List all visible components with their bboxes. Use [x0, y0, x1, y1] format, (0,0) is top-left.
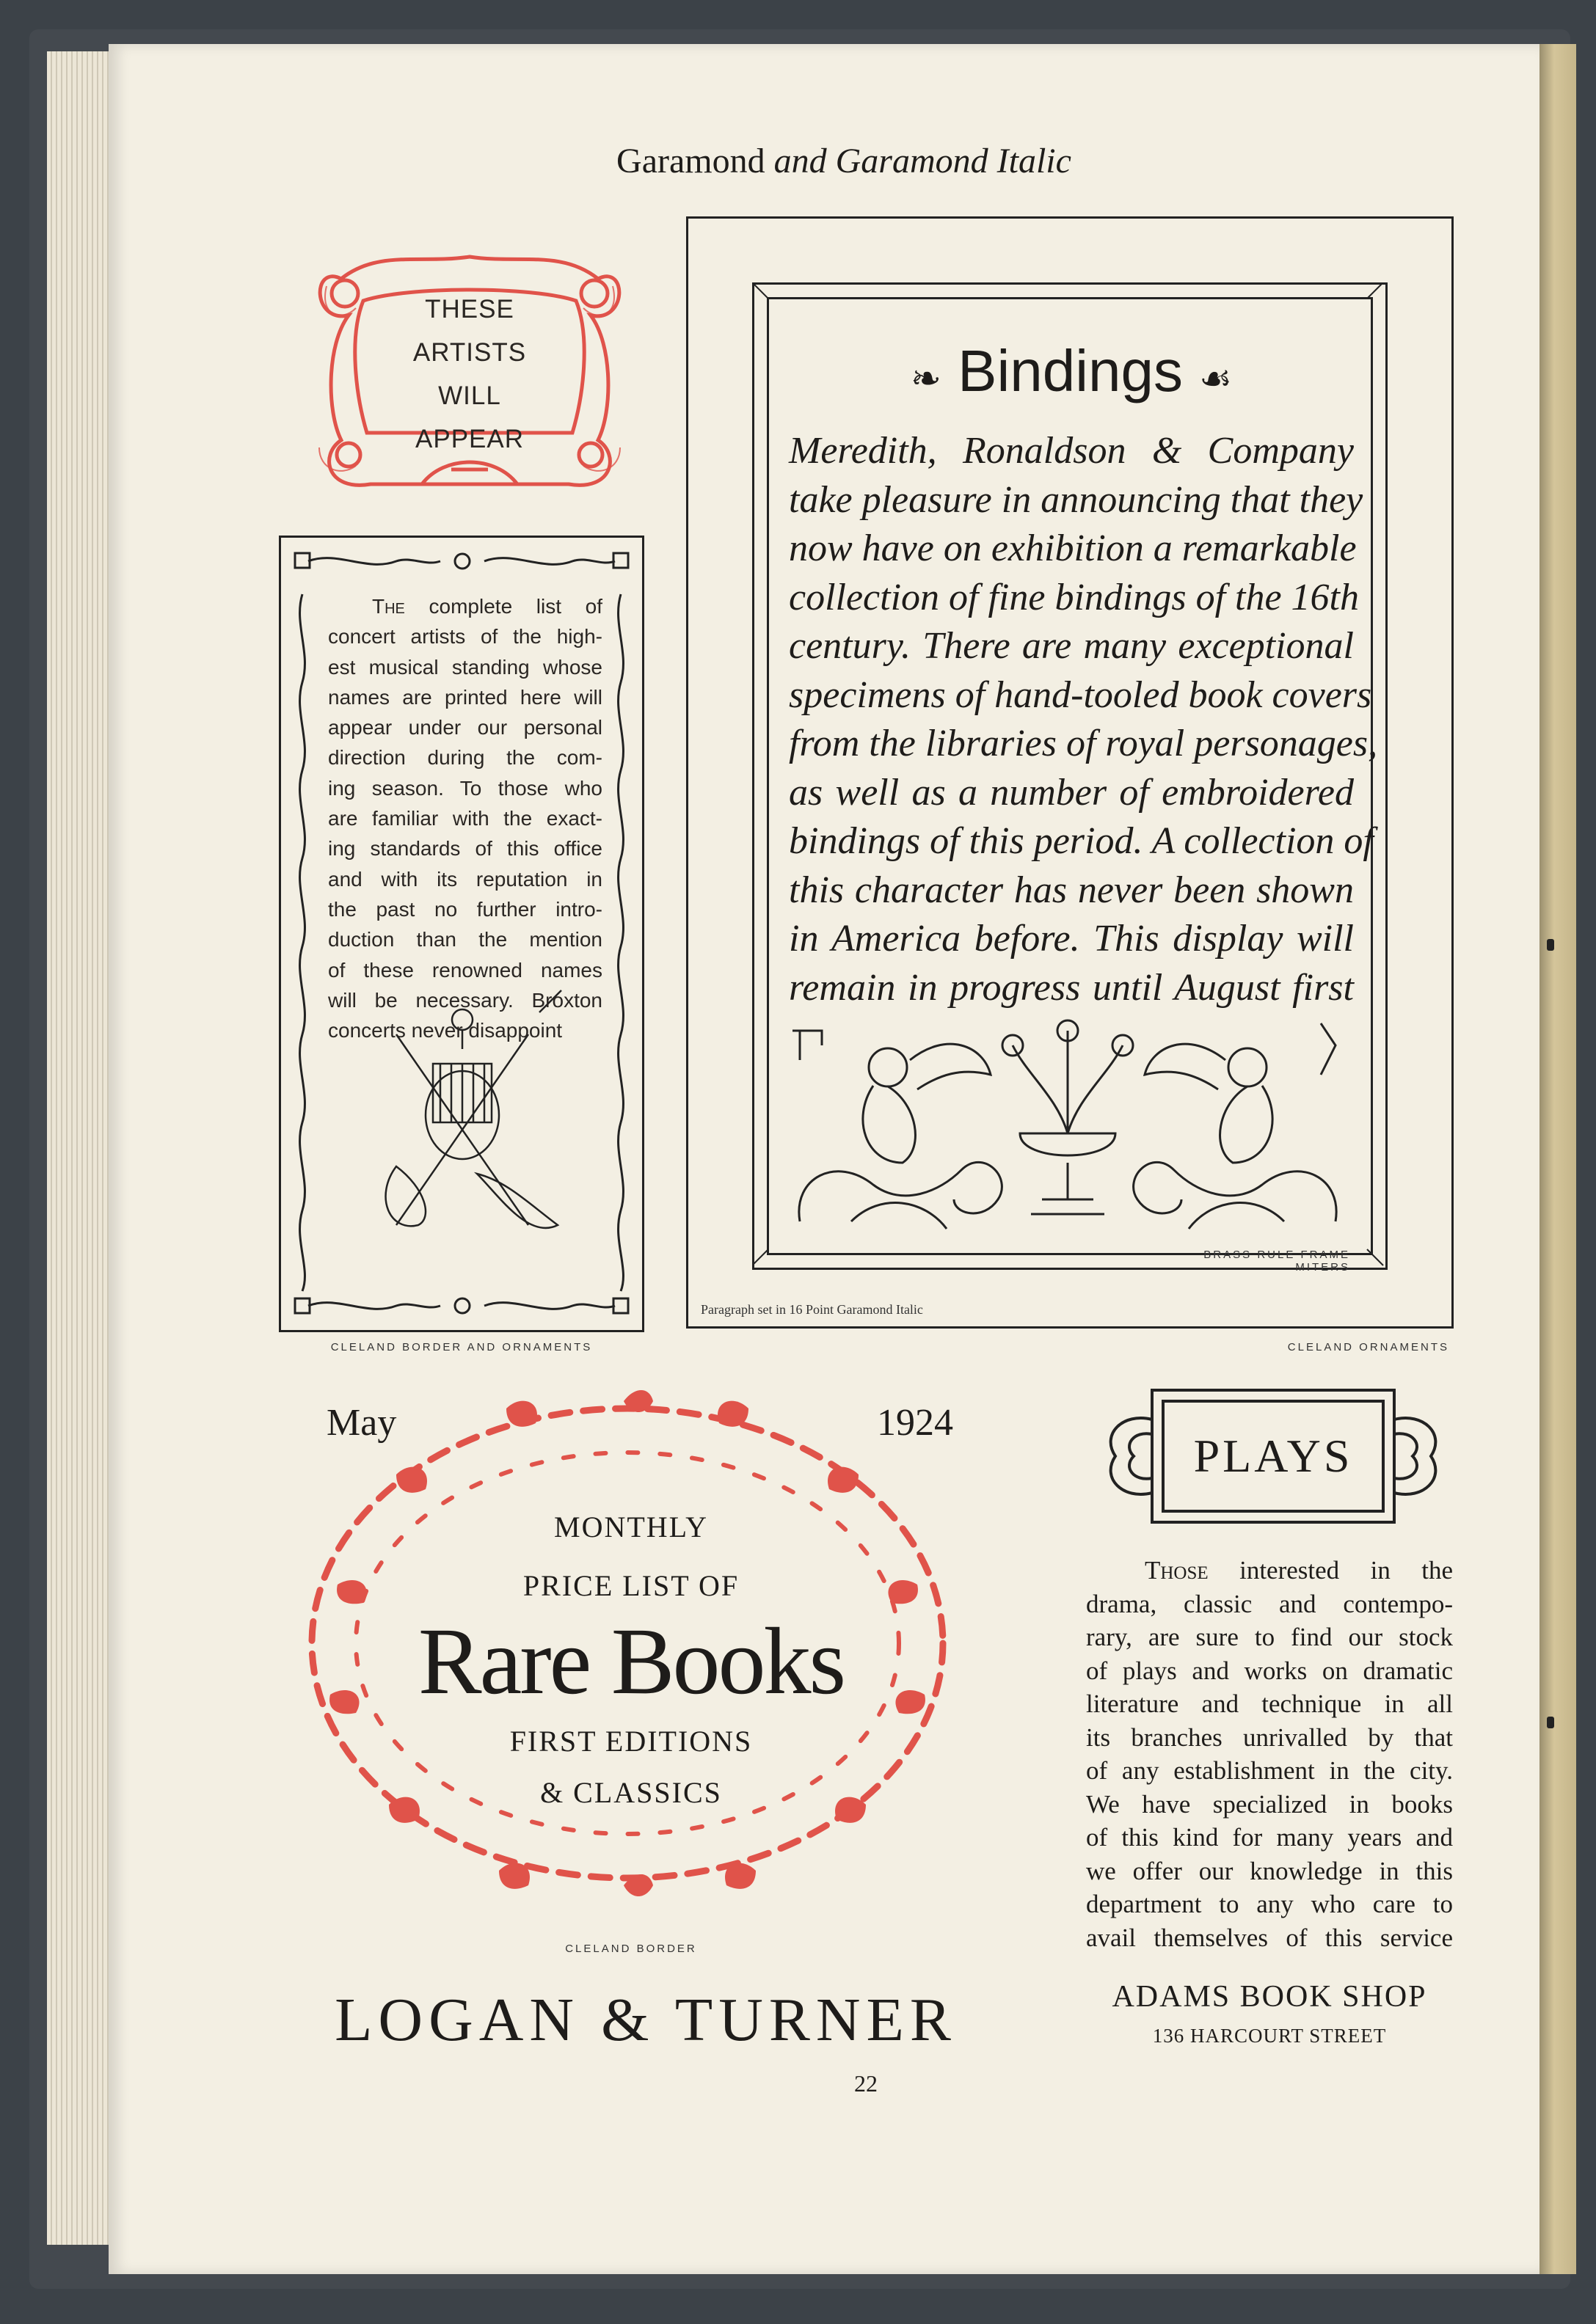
- paragraph-line: as well as a number of embroidered: [789, 771, 1354, 814]
- cleland-border-caption: CLELAND BORDER: [565, 1943, 697, 1955]
- paragraph-line: are familiar with the exact-: [328, 807, 602, 830]
- paragraph-line: specimens of hand-tooled book covers: [789, 673, 1372, 716]
- paragraph-line: department to any who care to: [1086, 1890, 1453, 1918]
- plays-title: PLAYS: [1193, 1430, 1353, 1482]
- cartouche-line: APPEAR: [415, 425, 524, 453]
- paragraph-line: names are printed here will: [328, 685, 602, 709]
- cartouche-line: ARTISTS: [412, 338, 527, 367]
- paragraph-line: duction than the mention: [328, 928, 602, 951]
- paragraph-line: concert artists of the high-: [328, 625, 602, 648]
- page-number: 22: [854, 2070, 878, 2097]
- header-roman: Garamond: [616, 142, 765, 180]
- drop-word: The: [372, 595, 405, 618]
- paragraph-line: rary, are sure to find our stock: [1086, 1623, 1453, 1651]
- bindings-paragraph: [789, 427, 1378, 1012]
- rare-books-line: MONTHLY: [554, 1510, 708, 1543]
- rare-books-line: FIRST EDITIONS: [509, 1725, 753, 1758]
- header-italic: and Garamond Italic: [773, 142, 1071, 180]
- paragraph-line: [328, 591, 602, 621]
- paragraph-line: est musical standing whose: [328, 655, 602, 679]
- paragraph-line: of these renowned names: [328, 958, 602, 982]
- month-label: May: [327, 1402, 397, 1444]
- paragraph-line: from the libraries of royal personages,: [789, 723, 1378, 764]
- cartouche-line: WILL: [438, 381, 501, 410]
- paragraph-line: direction during the com-: [328, 746, 602, 770]
- paragraph-line: collection of fine bindings of the 16th: [789, 576, 1360, 618]
- plays-paragraph: [1086, 1554, 1453, 1954]
- binding-stitch: [1547, 1717, 1554, 1728]
- paragraph-line: of plays and works on dramatic: [1086, 1656, 1453, 1685]
- paragraph-line: remain in progress until August first: [789, 966, 1354, 1009]
- binding-stitch: [1547, 939, 1554, 951]
- paragraph-line: this character has never been shown: [789, 869, 1354, 911]
- logan-turner-title: LOGAN & TURNER: [335, 1986, 957, 2054]
- rare-books-line: PRICE LIST OF: [522, 1569, 740, 1602]
- paragraph-line: will be necessary. Broxton: [328, 988, 602, 1012]
- paragraph-caption: Paragraph set in 16 Point Garamond Italic: [701, 1302, 923, 1317]
- paragraph-line: now have on exhibition a remarkable: [789, 527, 1357, 569]
- frame-miters-caption: BRASS RULE FRAME MITERS: [1203, 1249, 1350, 1274]
- page-header: [587, 141, 1101, 181]
- cleland-box-caption: CLELAND BORDER AND ORNAMENTS: [330, 1341, 593, 1353]
- paragraph-line: and with its reputation in: [328, 867, 602, 891]
- cherubs-vase-icon: [778, 1016, 1358, 1236]
- paragraph-line: literature and technique in all: [1086, 1689, 1453, 1718]
- drop-word: Those: [1145, 1556, 1209, 1585]
- bindings-title-row: [866, 337, 1277, 405]
- paragraph-line: we offer our knowledge in this: [1086, 1856, 1453, 1885]
- cleland-ornaments-caption: CLELAND ORNAMENTS: [1287, 1341, 1449, 1353]
- right-fleuron-icon: ☙: [1199, 358, 1233, 399]
- paragraph-line: avail themselves of this service: [1086, 1923, 1453, 1952]
- paragraph-line: ing standards of this office: [328, 837, 602, 860]
- left-fleuron-icon: ❧: [910, 358, 941, 399]
- paragraph-line: of any establishment in the city.: [1086, 1756, 1453, 1785]
- rare-books-line: & CLASSICS: [540, 1776, 722, 1809]
- paragraph-line: Meredith, Ronaldson & Company: [789, 430, 1354, 472]
- paragraph-line: its branches unrivalled by that: [1086, 1722, 1453, 1752]
- paragraph-line: We have specialized in books: [1086, 1789, 1453, 1819]
- paragraph-line: in America before. This display will: [789, 918, 1354, 960]
- bindings-title: Bindings: [958, 338, 1183, 403]
- line-text: interested in the: [1239, 1556, 1453, 1585]
- adams-address: 136 HARCOURT STREET: [1152, 2025, 1387, 2047]
- cartouche-line: THESE: [425, 295, 514, 324]
- paragraph-line: ing season. To those who: [328, 776, 602, 800]
- paragraph-line: appear under our personal: [328, 716, 602, 739]
- paragraph-line: concerts never disappoint: [328, 1019, 563, 1042]
- rare-books-title: Rare Books: [418, 1609, 845, 1714]
- paragraph-line: bindings of this period. A collection of: [789, 820, 1374, 862]
- cleland-paragraph: [328, 591, 602, 1045]
- paragraph-line: century. There are many exceptional: [789, 625, 1354, 667]
- cartouche-text: [382, 288, 558, 461]
- paragraph-line: [1086, 1554, 1453, 1587]
- paragraph-line: take pleasure in announcing that they: [789, 478, 1363, 521]
- line-text: complete list of: [429, 595, 602, 618]
- page-edges: [47, 51, 113, 2245]
- paragraph-line: the past no further intro-: [328, 897, 602, 921]
- year-label: 1924: [877, 1402, 953, 1444]
- adams-book-shop: ADAMS BOOK SHOP: [1112, 1980, 1427, 2014]
- paragraph-line: of this kind for many years and: [1086, 1823, 1453, 1852]
- paragraph-line: drama, classic and contempo-: [1086, 1589, 1453, 1618]
- facing-page-edge: [1539, 44, 1576, 2274]
